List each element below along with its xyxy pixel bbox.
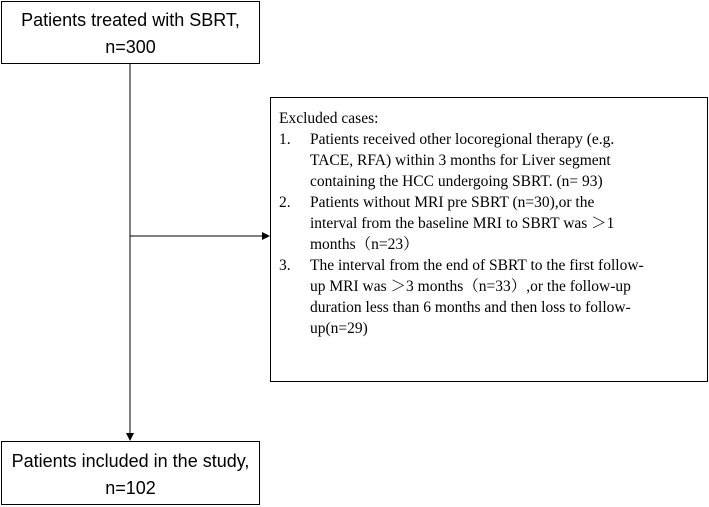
criterion-line: Patients without MRI pre SBRT (n=30),or the — [310, 194, 595, 211]
patients-included-label: Patients included in the study, — [11, 451, 250, 471]
criterion-text — [310, 255, 699, 339]
criterion-number: 2. — [279, 194, 291, 211]
criterion-line: Patients received other locoregional therapy (e.g. — [310, 131, 615, 148]
patients-treated-box — [1, 1, 260, 64]
exclusion-criterion-3 — [279, 255, 699, 339]
criterion-line: interval from the baseline MRI to SBRT was ＞1 — [310, 215, 615, 232]
patients-included-box — [1, 441, 260, 505]
criterion-line: up(n=29) — [310, 320, 368, 337]
patients-treated-label: Patients treated with SBRT, — [21, 10, 240, 30]
exclusion-criterion-2 — [279, 192, 699, 255]
exclusion-criterion-1 — [279, 129, 699, 192]
criterion-line: duration less than 6 months and then loss to follow- — [310, 299, 631, 316]
excluded-cases-heading: Excluded cases: — [279, 110, 379, 127]
criterion-line: up MRI was ＞3 months（n=33）,or the follow-up — [310, 278, 631, 295]
criterion-line: The interval from the end of SBRT to the first follow- — [310, 257, 644, 274]
criterion-text — [310, 192, 699, 255]
patients-treated-count: n=300 — [105, 37, 156, 57]
criterion-number: 1. — [279, 131, 291, 148]
excluded-criteria-list — [279, 129, 699, 339]
criterion-text — [310, 129, 699, 192]
criterion-line: TACE, RFA) within 3 months for Liver segment — [310, 152, 611, 169]
criterion-line: months（n=23） — [310, 236, 419, 253]
criterion-number: 3. — [279, 257, 291, 274]
excluded-cases-box — [270, 97, 708, 382]
patients-included-count: n=102 — [105, 478, 156, 498]
criterion-line: containing the HCC undergoing SBRT. (n= 93) — [310, 173, 603, 190]
